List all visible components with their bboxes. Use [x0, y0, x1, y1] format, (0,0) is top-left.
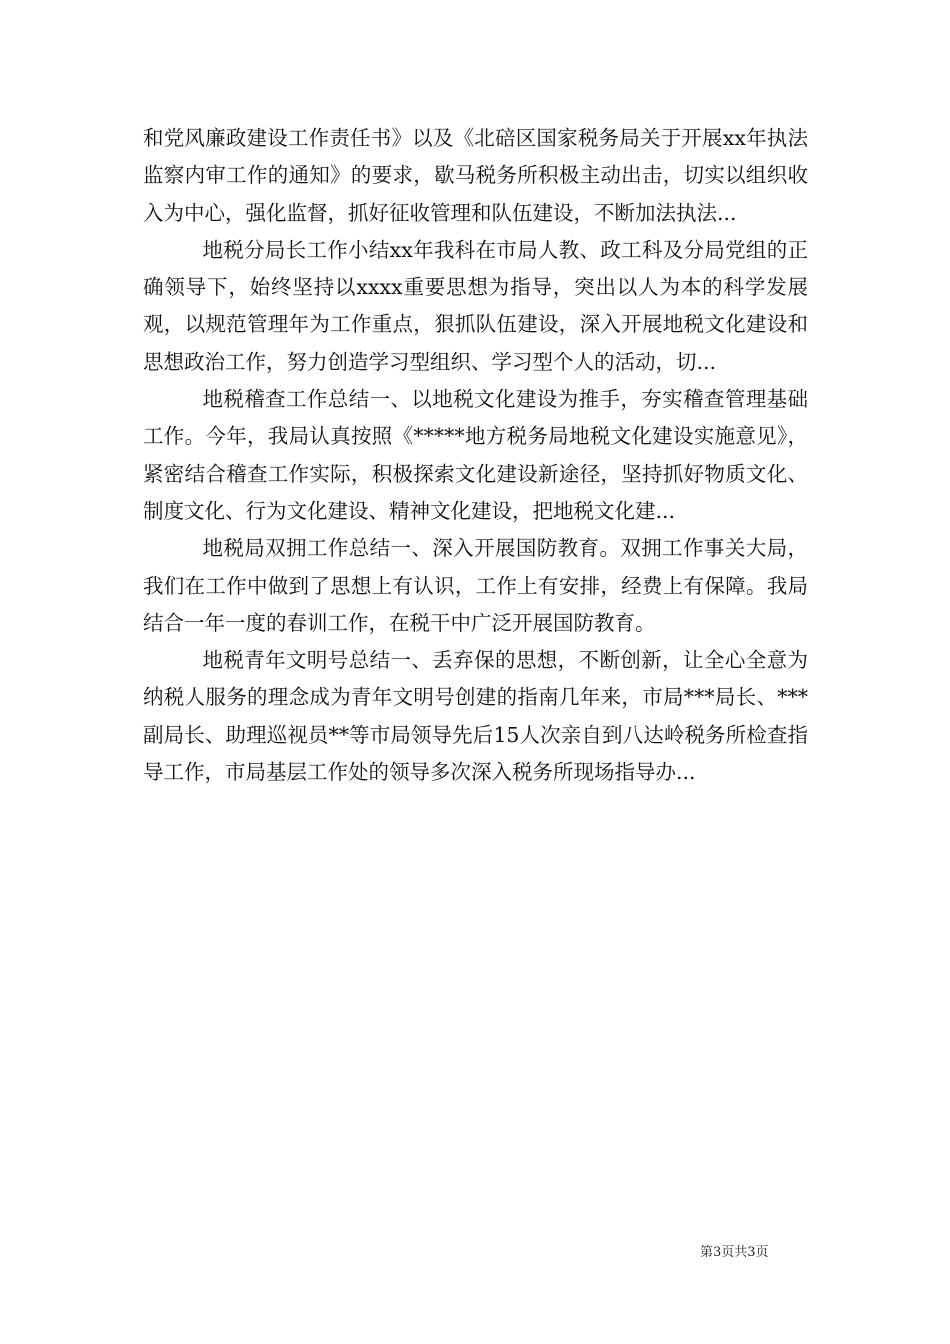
page-number-footer: 第3页共3页: [700, 1245, 769, 1260]
document-body: [143, 120, 808, 791]
paragraph-continuation: 和党风廉政建设工作责任书》以及《北碚区国家税务局关于开展xx年执法监察内审工作的通知》的要求，歇马税务所积极主动出击，切实以组织收入为中心，强化监督，抓好征收管理和队伍建设，不断加法执法...: [143, 126, 808, 225]
paragraph-double-support-summary: 地税局双拥工作总结一、深入开展国防教育。双拥工作事关大局，我们在工作中做到了思想上有认识，工作上有安排，经费上有保障。我局结合一年一度的春训工作，在税干中广泛开展国防教育。: [143, 536, 808, 635]
paragraph-inspection-summary: 地税稽查工作总结一、以地税文化建设为推手，夯实稽查管理基础工作。今年，我局认真按照《*****地方税务局地税文化建设实施意见》，紧密结合稽查工作实际，积极探索文化建设新途径，坚持抓好物质文化、制度文化、行为文化建设、精神文化建设，把地税文化建...: [143, 387, 808, 523]
paragraph-district-bureau-summary: 地税分局长工作小结xx年我科在市局人教、政工科及分局党组的正确领导下，始终坚持以xxxx重要思想为指导，突出以人为本的科学发展观，以规范管理年为工作重点，狠抓队伍建设，深入开展地税文化建设和思想政治工作，努力创造学习型组织、学习型个人的活动，切...: [143, 237, 808, 374]
paragraph-youth-civilization-summary: 地税青年文明号总结一、丢弃保的思想，不断创新，让全心全意为纳税人服务的理念成为青年文明号创建的指南几年来，市局***局长、***副局长、助理巡视员**等市局领导先后15人次亲自到八达岭税务所检查指导工作，市局基层工作处的领导多次深入税务所现场指导办...: [143, 648, 808, 785]
